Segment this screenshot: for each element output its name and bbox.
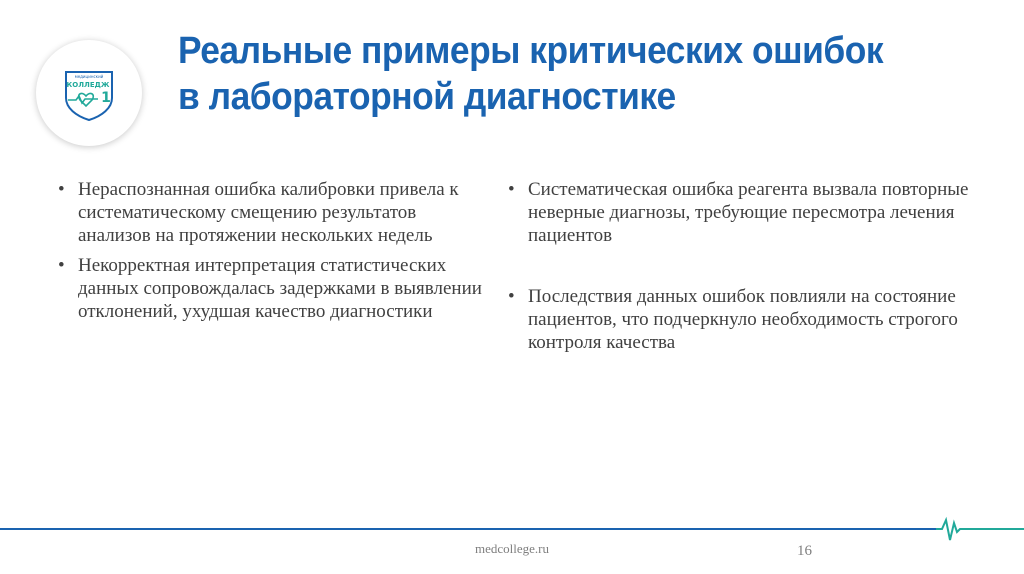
list-item: [506, 285, 976, 354]
bullet-text: Систематическая ошибка реагента вызвала повторные неверные диагнозы, требующие пересмотра лечения пациентов: [528, 179, 969, 246]
right-bullet-list: [506, 178, 976, 354]
heart-pulse-icon: [36, 40, 142, 146]
pulse-line-icon: [936, 520, 1024, 540]
bullet-icon: •: [508, 286, 515, 307]
list-item: [56, 254, 486, 323]
bullet-icon: •: [58, 179, 65, 200]
bullet-text: Последствия данных ошибок повлияли на состояние пациентов, что подчеркнуло необходимость строгого контроля качества: [528, 286, 958, 353]
footer-site: medcollege.ru: [475, 541, 549, 556]
list-item: [506, 178, 976, 247]
bullet-icon: •: [58, 255, 65, 276]
left-bullet-list: [56, 178, 486, 323]
slide-title-line-2: в лабораторной диагностике: [178, 76, 676, 118]
logo-text-top: медицинский: [74, 74, 104, 79]
slide-title: [178, 28, 883, 120]
list-item: [56, 178, 486, 247]
bullet-text: Нераспознанная ошибка калибровки привела к систематическому смещению результатов анализов на протяжении нескольких недель: [78, 179, 459, 246]
bullet-text: Некорректная интерпретация статистических данных сопровождалась задержками в выявлении отклонений, ухудшая качество диагностики: [78, 255, 482, 322]
page-number: 16: [797, 543, 812, 559]
slide-title-line-1: Реальные примеры критических ошибок: [178, 30, 884, 72]
logo-text-main: КОЛЛЕДЖ: [66, 81, 110, 89]
logo-digit: 1: [101, 90, 111, 106]
college-logo: [36, 40, 142, 146]
bullet-icon: •: [508, 179, 515, 200]
